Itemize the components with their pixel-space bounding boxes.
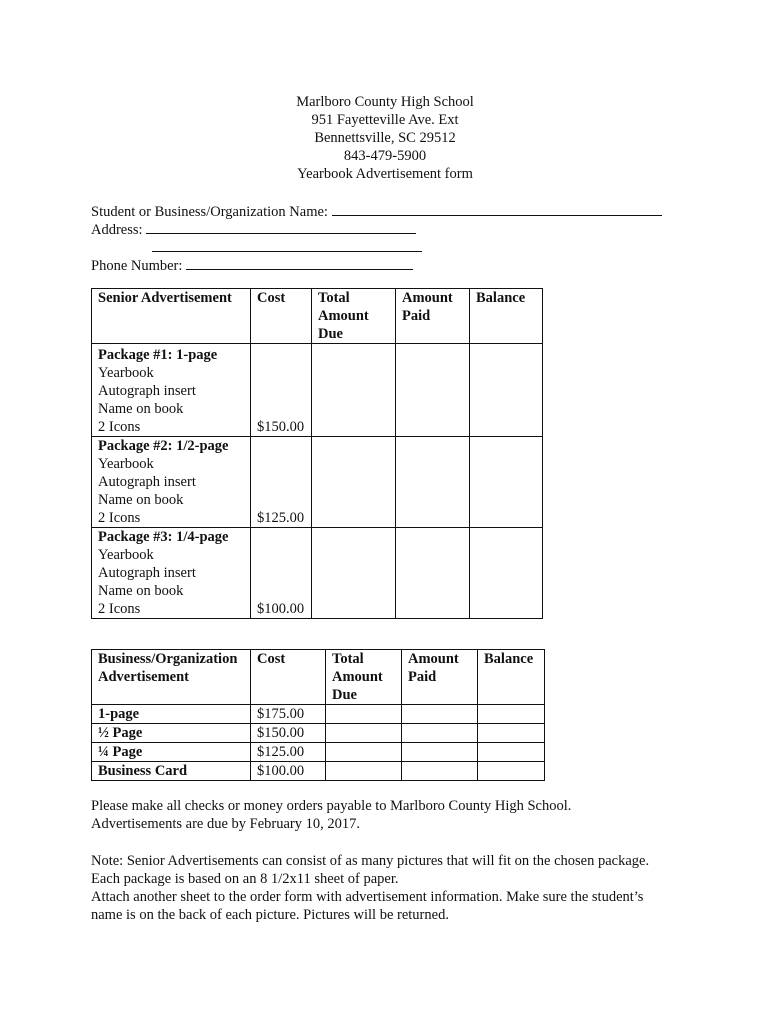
name-label: Student or Business/Organization Name: xyxy=(91,204,328,220)
package-2-paid-cell[interactable] xyxy=(396,437,470,528)
business-row-label: 1-page xyxy=(92,705,251,724)
package-3-description: Package #3: 1/4-page Yearbook Autograph insert Name on book 2 Icons xyxy=(92,528,251,619)
package-3-total-cell[interactable] xyxy=(312,528,396,619)
col-balance: Balance xyxy=(478,650,545,705)
business-paid-cell[interactable] xyxy=(402,743,478,762)
table-row xyxy=(92,724,545,743)
business-balance-cell[interactable] xyxy=(478,743,545,762)
due-date-text: Advertisements are due by February 10, 2017. xyxy=(91,816,360,832)
package-3-paid-cell[interactable] xyxy=(396,528,470,619)
package-1-cost: $150.00 xyxy=(251,344,312,437)
col-amount-paid: Amount Paid xyxy=(396,289,470,344)
table-row xyxy=(92,762,545,781)
table-row xyxy=(92,528,543,619)
address-field-line2[interactable] xyxy=(152,237,422,252)
senior-ad-table xyxy=(91,288,543,619)
business-row-cost: $100.00 xyxy=(251,762,326,781)
note-line-3: Attach another sheet to the order form with advertisement information. Make sure the student’s xyxy=(91,889,644,905)
phone-field[interactable] xyxy=(186,255,413,270)
col-balance: Balance xyxy=(470,289,543,344)
business-total-cell[interactable] xyxy=(326,762,402,781)
business-row-label: ½ Page xyxy=(92,724,251,743)
business-total-cell[interactable] xyxy=(326,705,402,724)
package-1-total-cell[interactable] xyxy=(312,344,396,437)
business-balance-cell[interactable] xyxy=(478,762,545,781)
business-paid-cell[interactable] xyxy=(402,762,478,781)
school-name: Marlboro County High School xyxy=(296,94,474,110)
business-total-cell[interactable] xyxy=(326,724,402,743)
business-row-cost: $125.00 xyxy=(251,743,326,762)
business-row-label: Business Card xyxy=(92,762,251,781)
school-phone: 843-479-5900 xyxy=(343,148,427,164)
business-paid-cell[interactable] xyxy=(402,724,478,743)
package-2-total-cell[interactable] xyxy=(312,437,396,528)
payment-instructions xyxy=(91,797,701,833)
table-row xyxy=(92,743,545,762)
col-amount-paid: Amount Paid xyxy=(402,650,478,705)
table-row xyxy=(92,705,545,724)
phone-label: Phone Number: xyxy=(91,258,183,274)
school-city: Bennettsville, SC 29512 xyxy=(314,130,456,146)
table-row xyxy=(92,344,543,437)
business-total-cell[interactable] xyxy=(326,743,402,762)
business-balance-cell[interactable] xyxy=(478,705,545,724)
business-row-label: ¼ Page xyxy=(92,743,251,762)
address-label: Address: xyxy=(91,222,143,238)
col-senior-advertisement: Senior Advertisement xyxy=(92,289,251,344)
business-paid-cell[interactable] xyxy=(402,705,478,724)
table-header-row xyxy=(92,650,545,705)
business-balance-cell[interactable] xyxy=(478,724,545,743)
notes-section xyxy=(91,852,701,924)
note-line-1: Note: Senior Advertisements can consist of as many pictures that will fit on the chosen package. xyxy=(91,853,650,869)
col-total-amount-due: Total Amount Due xyxy=(326,650,402,705)
col-cost: Cost xyxy=(251,289,312,344)
table-row xyxy=(92,437,543,528)
package-1-paid-cell[interactable] xyxy=(396,344,470,437)
business-row-cost: $150.00 xyxy=(251,724,326,743)
col-business-advertisement: Business/Organization Advertisement xyxy=(92,650,251,705)
package-1-description: Package #1: 1-page Yearbook Autograph insert Name on book 2 Icons xyxy=(92,344,251,437)
package-2-description: Package #2: 1/2-page Yearbook Autograph insert Name on book 2 Icons xyxy=(92,437,251,528)
school-street: 951 Fayetteville Ave. Ext xyxy=(311,112,459,128)
business-row-cost: $175.00 xyxy=(251,705,326,724)
business-ad-table xyxy=(91,649,545,781)
package-3-balance-cell[interactable] xyxy=(470,528,543,619)
payable-text: Please make all checks or money orders payable to Marlboro County High School. xyxy=(91,798,572,814)
note-line-4: name is on the back of each picture. Pictures will be returned. xyxy=(91,907,449,923)
address-field[interactable] xyxy=(146,219,416,234)
name-field[interactable] xyxy=(332,201,662,216)
note-line-2: Each package is based on an 8 1/2x11 sheet of paper. xyxy=(91,871,399,887)
package-2-balance-cell[interactable] xyxy=(470,437,543,528)
form-title: Yearbook Advertisement form xyxy=(297,166,473,182)
package-3-cost: $100.00 xyxy=(251,528,312,619)
table-header-row xyxy=(92,289,543,344)
form-header xyxy=(0,93,770,183)
col-total-amount-due: Total Amount Due xyxy=(312,289,396,344)
package-2-cost: $125.00 xyxy=(251,437,312,528)
package-1-balance-cell[interactable] xyxy=(470,344,543,437)
col-cost: Cost xyxy=(251,650,326,705)
contact-fields xyxy=(91,201,662,273)
